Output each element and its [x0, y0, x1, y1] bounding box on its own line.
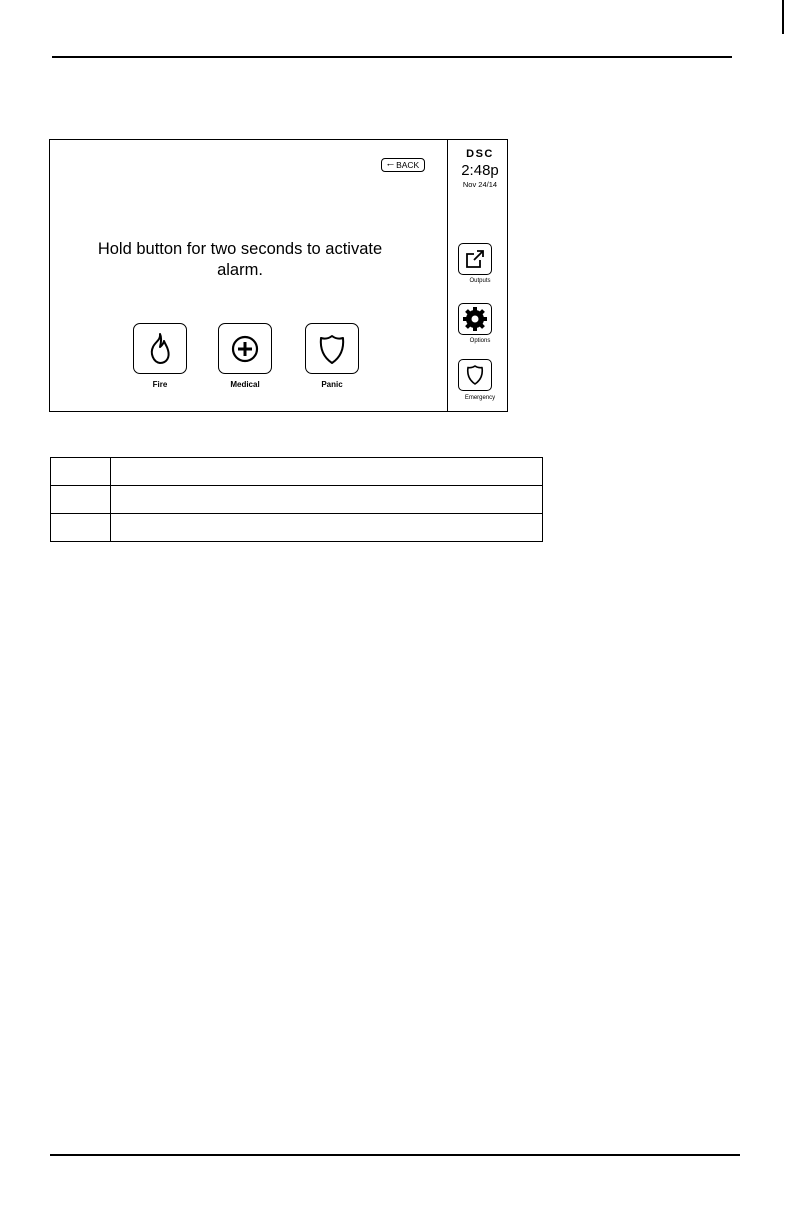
table-cell: [51, 486, 111, 514]
emergency-panel: [50, 140, 447, 411]
emergency-shield-icon: [465, 364, 485, 386]
options-label: Options: [469, 338, 491, 344]
header-rule: [52, 56, 732, 58]
back-button[interactable]: [381, 158, 425, 172]
status-sidebar: [449, 140, 511, 411]
shield-icon: [317, 333, 347, 365]
options-gear-icon: [462, 306, 488, 332]
medical-label: Medical: [230, 380, 260, 389]
table-cell: [111, 486, 543, 514]
instruction-text: Hold button for two seconds to activate alarm.: [97, 240, 383, 279]
back-arrow-icon: 🠀: [386, 159, 395, 170]
outputs-icon: [464, 248, 486, 270]
page-corner-mark: [782, 0, 784, 34]
medical-cross-icon: [230, 334, 260, 364]
keypad-screenshot: [49, 139, 508, 412]
footer-rule: [50, 1154, 740, 1156]
flame-icon: [145, 332, 175, 366]
table-cell: [111, 458, 543, 486]
clock: 2:48p: [461, 162, 499, 179]
outputs-label: Outputs: [469, 278, 491, 284]
table-row: [51, 458, 543, 486]
back-label: BACK: [396, 160, 420, 170]
panic-button[interactable]: [305, 323, 359, 374]
brand-logo: DSC: [466, 148, 494, 160]
table-cell: [51, 458, 111, 486]
options-button[interactable]: [458, 303, 492, 335]
table-row: [51, 514, 543, 542]
outputs-button[interactable]: [458, 243, 492, 275]
table-cell: [51, 514, 111, 542]
reference-table: [50, 457, 543, 542]
sidebar-divider: [447, 140, 448, 411]
table-row: [51, 486, 543, 514]
table-cell: [111, 514, 543, 542]
panic-label: Panic: [321, 380, 343, 389]
emergency-button[interactable]: [458, 359, 492, 391]
emergency-label: Emergency: [464, 395, 496, 401]
fire-button[interactable]: [133, 323, 187, 374]
medical-button[interactable]: [218, 323, 272, 374]
date: Nov 24/14: [462, 180, 498, 189]
fire-label: Fire: [152, 380, 168, 389]
